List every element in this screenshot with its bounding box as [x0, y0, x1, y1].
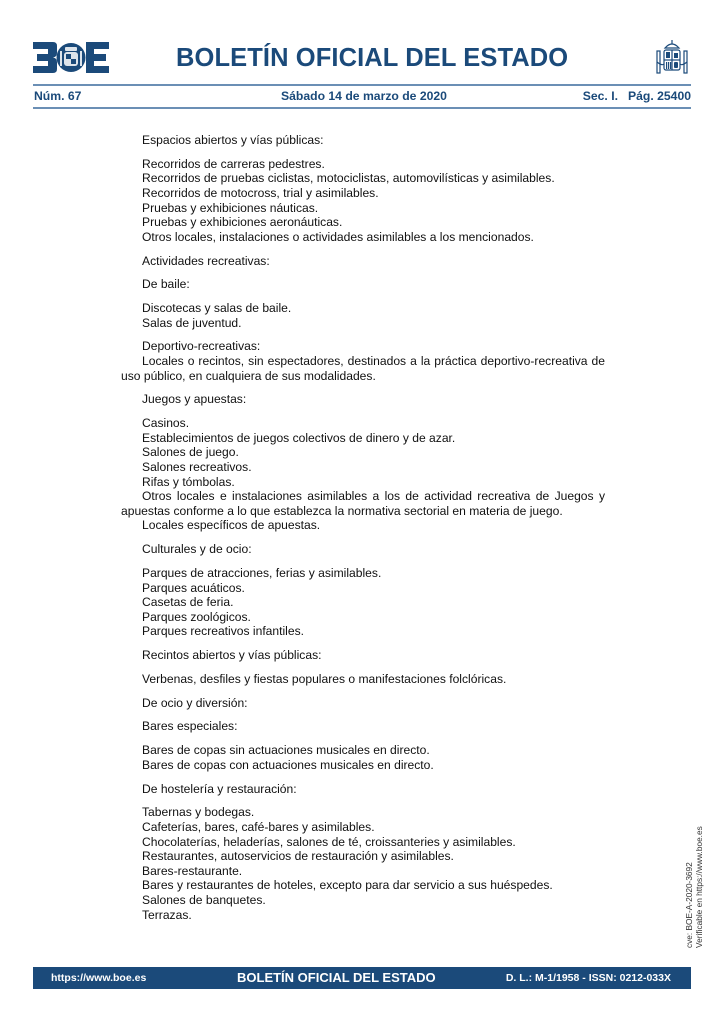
body-paragraph: Rifas y tómbolas.	[142, 474, 235, 489]
body-paragraph: Bares y restaurantes de hoteles, excepto para dar servicio a sus huéspedes.	[142, 878, 553, 893]
body-paragraph: Salones de juego.	[142, 445, 239, 460]
header-top-rule	[33, 84, 691, 86]
body-paragraph: Juegos y apuestas:	[142, 392, 247, 407]
body-paragraph: De baile:	[142, 277, 190, 292]
page-number: Pág. 25400	[627, 89, 691, 103]
body-paragraph: Parques acuáticos.	[142, 580, 245, 595]
body-paragraph: Otros locales e instalaciones asimilables a los de actividad recreativa de Juegos y apuestas conforme a lo que establezca la normativa sectorial en materia de juego.	[121, 489, 605, 518]
section-page	[583, 89, 691, 103]
body-paragraph: Otros locales, instalaciones o actividades asimilables a los mencionados.	[142, 229, 534, 244]
body-paragraph: Casetas de feria.	[142, 595, 234, 610]
body-paragraph: Bares de copas sin actuaciones musicales en directo.	[142, 743, 430, 758]
body-paragraph: Terrazas.	[142, 907, 192, 922]
body-paragraph: Verbenas, desfiles y fiestas populares o manifestaciones folclóricas.	[142, 671, 507, 686]
footer-bar	[33, 967, 691, 989]
body-paragraph: Bares especiales:	[142, 719, 238, 734]
body-paragraph: Recintos abiertos y vías públicas:	[142, 648, 322, 663]
body-paragraph: Casinos.	[142, 416, 190, 431]
body-paragraph: Recorridos de motocross, trial y asimilables.	[142, 185, 379, 200]
footer-title: BOLETÍN OFICIAL DEL ESTADO	[237, 970, 436, 985]
body-paragraph: Deportivo-recreativas:	[142, 339, 261, 354]
verification-note	[684, 826, 704, 948]
body-paragraph: Bares de copas con actuaciones musicales en directo.	[142, 757, 434, 772]
body-paragraph: De hostelería y restauración:	[142, 781, 297, 796]
body-paragraph: Pruebas y exhibiciones aeronáuticas.	[142, 215, 343, 230]
body-paragraph: Establecimientos de juegos colectivos de dinero y de azar.	[142, 430, 456, 445]
header-bottom-rule	[33, 107, 691, 109]
section-label: Sec. I.	[582, 89, 618, 103]
verification-url: Verificable en https://www.boe.es	[694, 826, 704, 948]
body-paragraph: Pruebas y exhibiciones náuticas.	[142, 200, 319, 215]
document-body	[121, 133, 605, 922]
body-paragraph: Actividades recreativas:	[142, 253, 270, 268]
body-paragraph: Parques de atracciones, ferias y asimilables.	[142, 565, 382, 580]
body-paragraph: Recorridos de carreras pedestres.	[142, 156, 325, 171]
body-paragraph: Locales o recintos, sin espectadores, destinados a la práctica deportivo-recreativa de uso público, en cualquiera de sus modalidades.	[121, 354, 605, 383]
body-paragraph: Recorridos de pruebas ciclistas, motociclistas, automovilísticas y asimilables.	[142, 171, 555, 186]
body-paragraph: Espacios abiertos y vías públicas:	[142, 133, 324, 147]
body-paragraph: Culturales y de ocio:	[142, 542, 252, 557]
coat-of-arms-icon	[654, 38, 690, 78]
body-paragraph: Restaurantes, autoservicios de restauración y asimilables.	[142, 849, 454, 864]
issue-date: Sábado 14 de marzo de 2020	[281, 89, 447, 103]
body-paragraph: De ocio y diversión:	[142, 695, 248, 710]
body-paragraph: Salones de banquetes.	[142, 892, 266, 907]
boe-logo	[33, 42, 109, 73]
body-paragraph: Cafeterías, bares, café-bares y asimilables.	[142, 819, 375, 834]
footer-url-link[interactable]: https://www.boe.es	[51, 972, 147, 984]
body-paragraph: Salas de juventud.	[142, 315, 242, 330]
body-paragraph: Bares-restaurante.	[142, 863, 243, 878]
footer-legal-deposit: D. L.: M-1/1958 - ISSN: 0212-033X	[505, 972, 671, 984]
cve-code: cve: BOE-A-2020-3692	[684, 862, 694, 948]
body-paragraph: Tabernas y bodegas.	[142, 805, 255, 820]
issue-number: Núm. 67	[34, 89, 82, 103]
body-paragraph: Locales específicos de apuestas.	[142, 518, 321, 533]
bulletin-title: BOLETÍN OFICIAL DEL ESTADO	[176, 44, 569, 72]
body-paragraph: Parques recreativos infantiles.	[142, 624, 305, 639]
body-paragraph: Discotecas y salas de baile.	[142, 301, 292, 316]
body-paragraph: Salones recreativos.	[142, 460, 252, 474]
body-paragraph: Parques zoológicos.	[142, 609, 251, 624]
body-paragraph: Chocolaterías, heladerías, salones de té, croissanteries y asimilables.	[142, 834, 516, 849]
